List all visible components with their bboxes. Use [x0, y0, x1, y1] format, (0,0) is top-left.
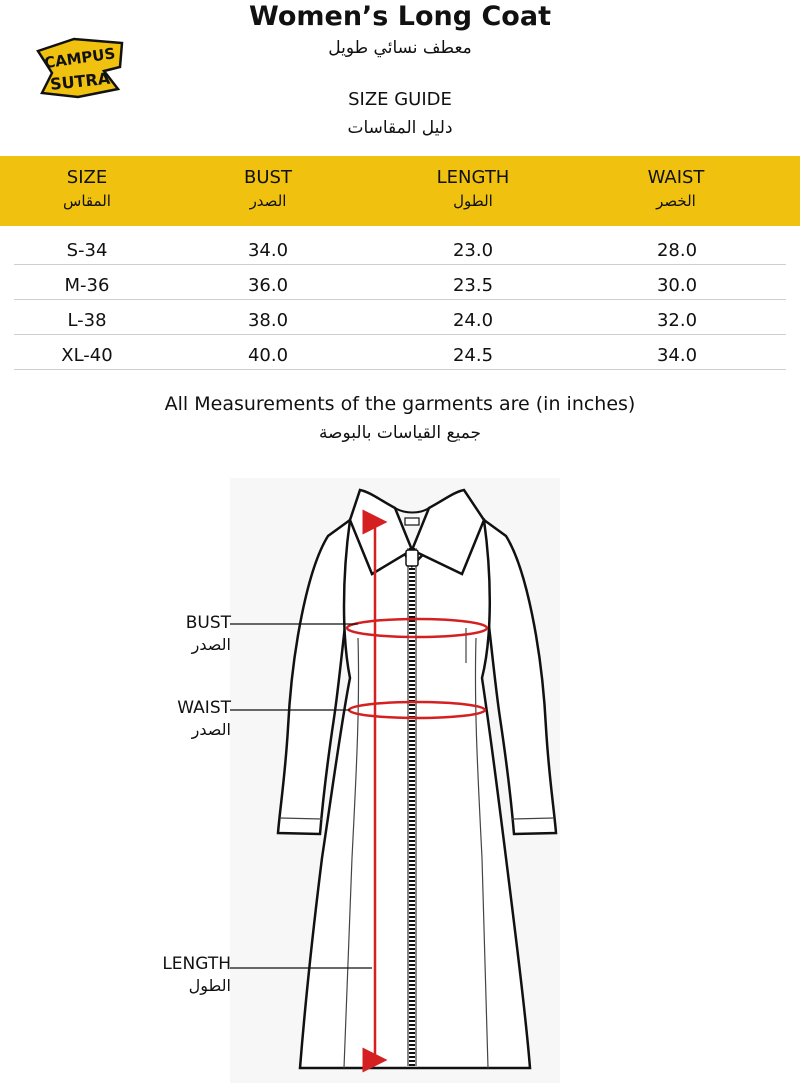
- length-cell: 23.0: [452, 240, 494, 261]
- table-row: [14, 303, 786, 337]
- length-label-arabic: الطول: [188, 976, 231, 995]
- coat-illustration: [230, 478, 560, 1083]
- row-divider: [14, 264, 786, 265]
- row-divider: [14, 369, 786, 370]
- size-cell: S-34: [66, 240, 108, 261]
- waist-cell: 32.0: [656, 310, 698, 331]
- bust-label: [111, 613, 231, 656]
- length-cell: 24.0: [452, 310, 494, 331]
- column-label: WAIST: [647, 167, 705, 188]
- measurement-note: All Measurements of the garments are (in inches): [164, 393, 636, 415]
- column-label: SIZE: [66, 167, 108, 188]
- size-guide-heading-arabic: دليل المقاسات: [347, 118, 453, 138]
- length-cell: 24.5: [452, 345, 494, 366]
- column-header-length: [393, 166, 553, 212]
- length-label: [111, 954, 231, 997]
- row-divider: [14, 299, 786, 300]
- column-header-size: [7, 166, 167, 212]
- size-guide-heading: SIZE GUIDE: [348, 89, 452, 110]
- waist-label-arabic: الصدر: [191, 720, 231, 739]
- bust-cell: 38.0: [247, 310, 289, 331]
- measurement-note-arabic: جميع القياسات بالبوصة: [318, 423, 482, 443]
- column-label-arabic: الطول: [453, 192, 493, 210]
- column-header-bust: [188, 166, 348, 212]
- waist-cell: 30.0: [656, 275, 698, 296]
- table-row: [14, 338, 786, 372]
- svg-text:CAMPUS: CAMPUS: [43, 44, 117, 73]
- size-cell: XL-40: [61, 345, 113, 366]
- column-header-waist: [596, 166, 756, 212]
- length-label-text: LENGTH: [162, 954, 231, 974]
- bust-cell: 36.0: [247, 275, 289, 296]
- bust-label-arabic: الصدر: [191, 635, 231, 654]
- waist-cell: 28.0: [656, 240, 698, 261]
- waist-label: [111, 698, 231, 741]
- bust-cell: 34.0: [247, 240, 289, 261]
- column-label-arabic: الصدر: [249, 192, 287, 210]
- column-label: LENGTH: [436, 167, 510, 188]
- column-label-arabic: المقاس: [63, 192, 111, 210]
- table-row: [14, 268, 786, 302]
- page-title-arabic: معطف نسائي طويل: [328, 38, 472, 58]
- column-label-arabic: الخصر: [656, 192, 696, 210]
- bust-cell: 40.0: [247, 345, 289, 366]
- size-cell: M-36: [64, 275, 110, 296]
- table-row: [14, 233, 786, 267]
- waist-cell: 34.0: [656, 345, 698, 366]
- row-divider: [14, 334, 786, 335]
- bust-label-text: BUST: [185, 613, 231, 633]
- size-cell: L-38: [67, 310, 107, 331]
- column-label: BUST: [244, 167, 292, 188]
- svg-text:SUTRA: SUTRA: [49, 68, 112, 94]
- length-cell: 23.5: [452, 275, 494, 296]
- page-title: Women’s Long Coat: [249, 1, 551, 32]
- size-table-header: [0, 156, 800, 226]
- waist-label-text: WAIST: [177, 698, 231, 718]
